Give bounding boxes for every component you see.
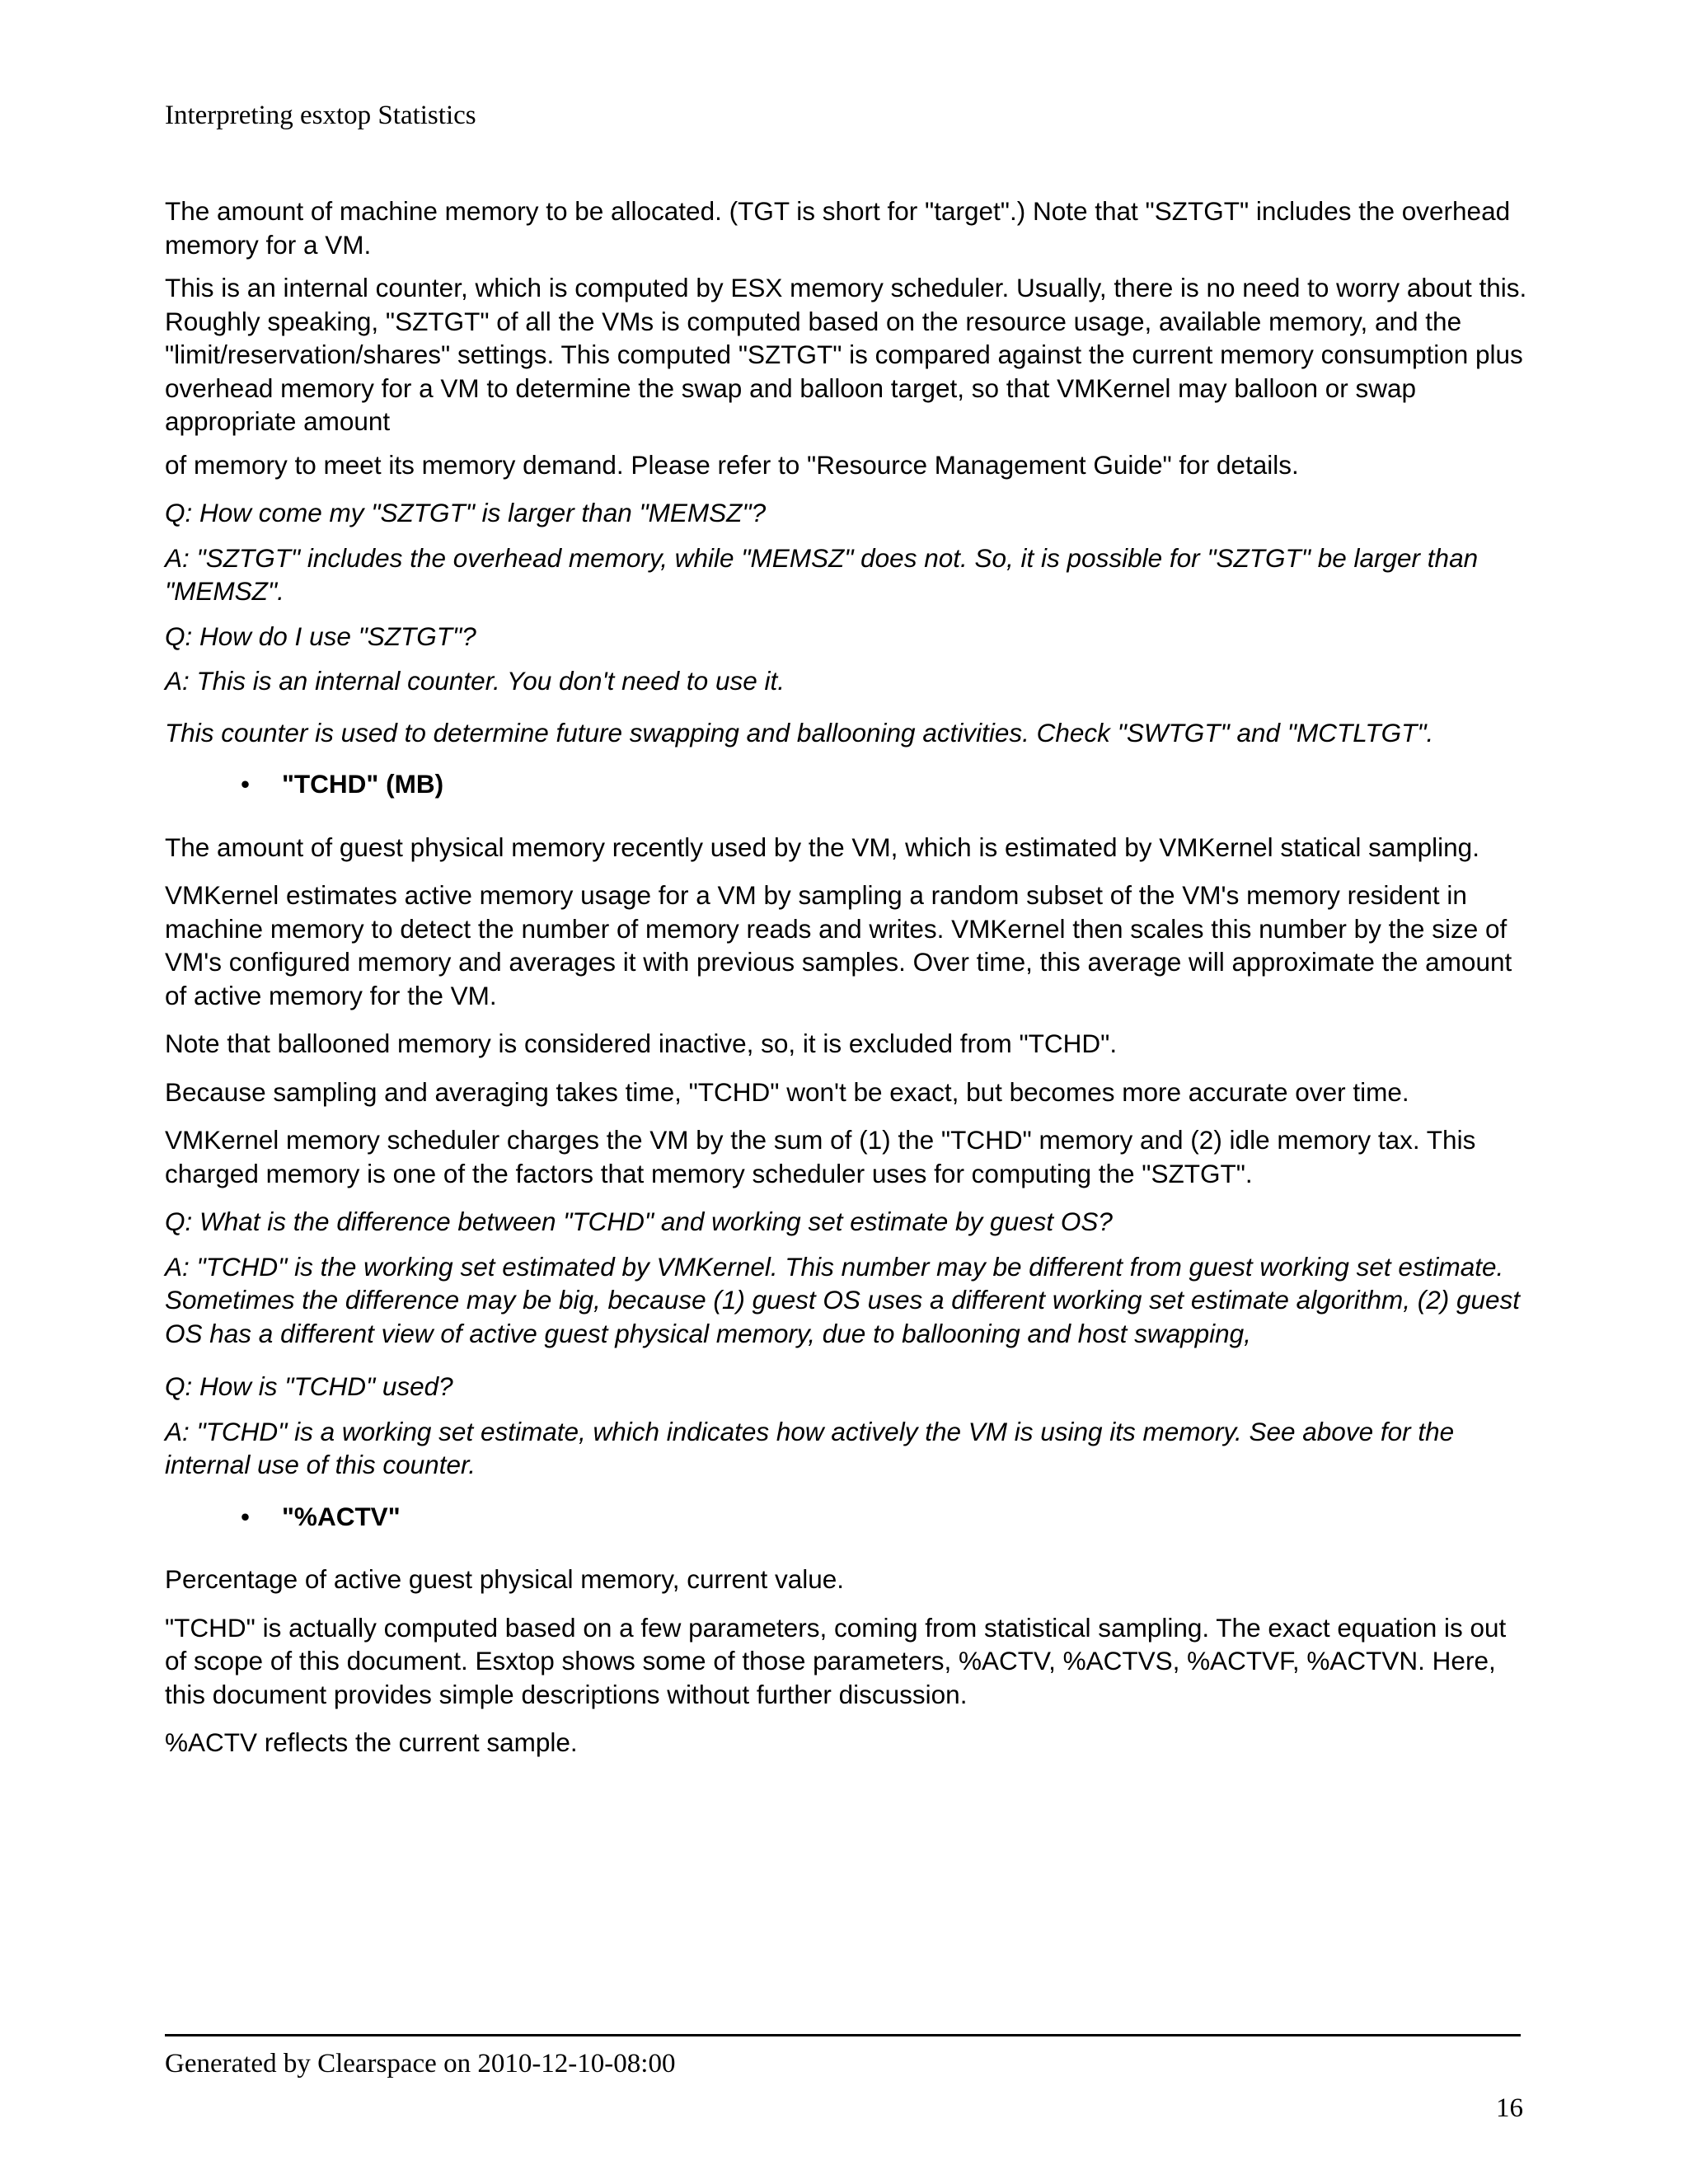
paragraph-actv-parameters: "TCHD" is actually computed based on a few parameters, coming from statistical sampling. The exact equation is out of scope of this document. Esxtop shows some of those parameters, %ACTV, %ACTVS, %ACTVF, %ACTVN. Here, this document provides simple descriptions without further discussion. — [165, 1612, 1507, 1709]
footer-rule — [165, 2034, 1521, 2036]
paragraph-sztgt-internal-counter: This is an internal counter, which is computed by ESX memory scheduler. Usually, there is no need to worry about this. Roughly speaking, "SZTGT" of all the VMs is computed based on the resource usage, available memory, and the "limit/reservation/shares" settings. This computed "SZTGT" is compared against the current memory consumption plus overhead memory for a VM to determine the swap and balloon target, so that VMKernel may balloon or swap appropriate amount — [165, 273, 1527, 436]
paragraph-tchd-charges: VMKernel memory scheduler charges the VM by the sum of (1) the "TCHD" memory and (2) idle memory tax. This charged memory is one of the factors that memory scheduler uses for computing the "SZTGT". — [165, 1125, 1476, 1188]
footer-generated: Generated by Clearspace on 2010-12-10-08:00 — [165, 2049, 676, 2079]
question-sztgt-use: Q: How do I use "SZTGT"? — [165, 621, 476, 651]
answer-tchd-used: A: "TCHD" is a working set estimate, which indicates how actively the VM is using its memory. See above for the internal use of this counter. — [165, 1416, 1455, 1479]
section-heading-actv — [165, 1500, 1533, 1534]
paragraph-sztgt-definition: The amount of machine memory to be allocated. (TGT is short for "target".) Note that "SZTGT" includes the overhead memory for a VM. — [165, 196, 1511, 260]
question-tchd-used: Q: How is "TCHD" used? — [165, 1371, 453, 1401]
answer-tchd-difference: A: "TCHD" is the working set estimated by VMKernel. This number may be different from guest working set estimate. Sometimes the difference may be big, because (1) guest OS uses a different working set estimate algorithm, (2) guest OS has a different view of active guest physical memory, due to ballooning and host swapping, — [165, 1251, 1521, 1348]
note-sztgt-future-swapping: This counter is used to determine future swapping and ballooning activities. Check "SWTGT" and "MCTLTGT". — [165, 717, 1434, 748]
page-number: 16 — [1496, 2093, 1523, 2123]
page-body — [165, 194, 1533, 1774]
answer-sztgt-larger: A: "SZTGT" includes the overhead memory, while "MEMSZ" does not. So, it is possible for "SZTGT" be larger than "MEMSZ". — [165, 542, 1479, 606]
section-heading-tchd-label: "TCHD" (MB) — [282, 769, 444, 799]
paragraph-actv-current-sample: %ACTV reflects the current sample. — [165, 1727, 578, 1757]
running-header: Interpreting esxtop Statistics — [165, 101, 476, 130]
paragraph-tchd-estimation: VMKernel estimates active memory usage for a VM by sampling a random subset of the VM's memory resident in machine memory to detect the number of memory reads and writes. VMKernel then scales this number by the size of VM's configured memory and averages it with previous samples. Over time, this average will approximate the amount of active memory for the VM. — [165, 880, 1512, 1010]
answer-sztgt-use: A: This is an internal counter. You don't need to use it. — [165, 666, 785, 696]
bullet-glyph: • — [241, 769, 251, 799]
paragraph-tchd-accuracy: Because sampling and averaging takes time, "TCHD" won't be exact, but becomes more accurate over time. — [165, 1076, 1409, 1107]
section-heading-tchd — [165, 767, 1533, 801]
paragraph-sztgt-continued: of memory to meet its memory demand. Please refer to "Resource Management Guide" for details. — [165, 449, 1299, 480]
question-tchd-difference: Q: What is the difference between "TCHD" and working set estimate by guest OS? — [165, 1207, 1113, 1236]
paragraph-actv-definition: Percentage of active guest physical memory, current value. — [165, 1564, 845, 1594]
bullet-glyph: • — [241, 1501, 251, 1531]
question-sztgt-larger: Q: How come my "SZTGT" is larger than "MEMSZ"? — [165, 498, 767, 527]
paragraph-tchd-ballooned: Note that ballooned memory is considered inactive, so, it is excluded from "TCHD". — [165, 1029, 1118, 1058]
paragraph-tchd-definition: The amount of guest physical memory recently used by the VM, which is estimated by VMKernel statical sampling. — [165, 832, 1479, 862]
section-heading-actv-label: "%ACTV" — [282, 1501, 401, 1531]
